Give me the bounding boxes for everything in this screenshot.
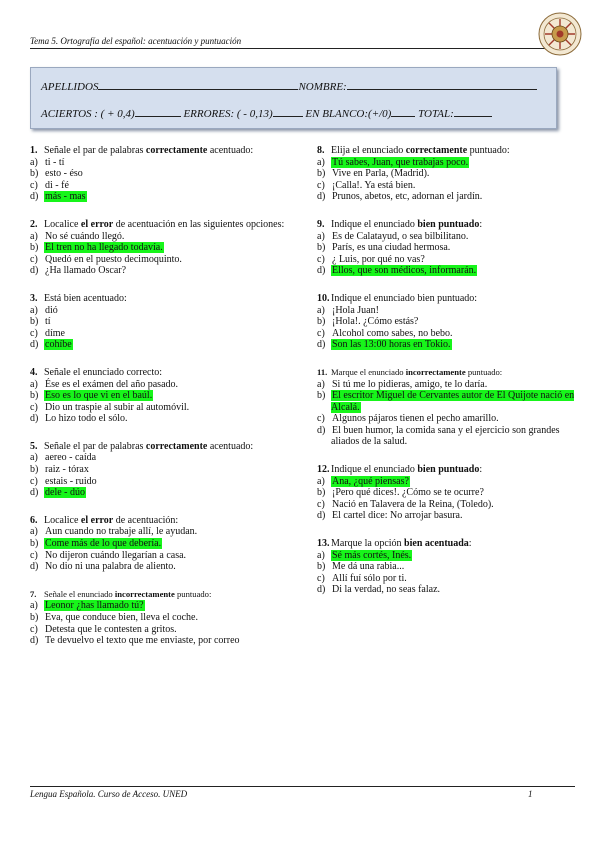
option-text: Ana, ¿qué piensas? bbox=[332, 475, 409, 487]
question-text: Indique el enunciado bien puntuado: bbox=[331, 464, 483, 476]
option-letter: b) bbox=[30, 242, 39, 254]
footer-rule bbox=[30, 786, 575, 787]
option-text: ¿Ha llamado Oscar? bbox=[45, 265, 127, 277]
question-6 bbox=[30, 515, 285, 573]
option-letter: a) bbox=[30, 304, 38, 316]
question-12 bbox=[317, 464, 575, 522]
question-11 bbox=[317, 367, 575, 448]
option-letter: c) bbox=[30, 623, 38, 635]
blanco-label: EN BLANCO:(+/0) bbox=[305, 108, 392, 120]
option-letter: b) bbox=[317, 242, 326, 254]
question-text: Señale el par de palabras correctamente acentuado: bbox=[44, 440, 254, 452]
option-letter: a) bbox=[317, 549, 325, 561]
question-5 bbox=[30, 441, 285, 499]
answer-option[interactable] bbox=[30, 452, 285, 464]
answer-option[interactable] bbox=[317, 413, 575, 425]
question-1 bbox=[30, 145, 285, 203]
page-header-title: Tema 5. Ortografía del español: acentuación y puntuación bbox=[30, 36, 242, 46]
option-text: Es de Calatayud, o sea bilbilitano. bbox=[332, 230, 469, 242]
answer-option[interactable] bbox=[30, 180, 285, 192]
page-number: 1 bbox=[528, 789, 533, 799]
option-text: di - fé bbox=[45, 179, 69, 191]
option-text: díme bbox=[45, 327, 65, 339]
question-number: 8. bbox=[317, 145, 325, 156]
nombre-label: NOMBRE: bbox=[298, 81, 347, 93]
answer-option[interactable] bbox=[30, 413, 285, 425]
question-number: 7. bbox=[30, 588, 37, 599]
answer-option[interactable] bbox=[30, 464, 285, 476]
question-10 bbox=[317, 293, 575, 351]
option-letter: c) bbox=[30, 253, 38, 265]
question-3 bbox=[30, 293, 285, 351]
answer-option[interactable] bbox=[30, 624, 285, 636]
question-text: Localice el error de acentuación en las siguientes opciones: bbox=[44, 218, 285, 230]
errores-label: ERRORES: ( - 0,13) bbox=[183, 108, 273, 120]
nombre-field[interactable] bbox=[347, 78, 537, 90]
option-text: Sé más cortés, Inés. bbox=[332, 549, 412, 561]
option-letter: a) bbox=[317, 230, 325, 242]
question-8 bbox=[317, 145, 575, 203]
question-number: 1. bbox=[30, 145, 38, 156]
option-letter: c) bbox=[30, 549, 38, 561]
option-letter: d) bbox=[30, 265, 39, 277]
apellidos-field[interactable] bbox=[98, 78, 298, 90]
option-text: Allí fuí sólo por ti. bbox=[332, 572, 407, 584]
option-letter: d) bbox=[317, 191, 326, 203]
answer-option[interactable] bbox=[30, 316, 285, 328]
option-text: Aun cuando no trabaje allí, le ayudan. bbox=[45, 526, 198, 538]
option-text: Son las 13:00 horas en Tokio. bbox=[332, 339, 451, 351]
blanco-field[interactable] bbox=[391, 105, 415, 117]
option-letter: a) bbox=[317, 156, 325, 168]
questions-left-column bbox=[30, 145, 285, 663]
question-number: 12. bbox=[317, 464, 330, 476]
option-letter: d) bbox=[30, 487, 39, 499]
question-number: 2. bbox=[30, 218, 38, 230]
answer-option[interactable] bbox=[30, 328, 285, 340]
option-letter: d) bbox=[317, 339, 326, 351]
option-text: Eva, que conduce bien, lleva el coche. bbox=[45, 612, 198, 623]
option-text: Ellos, que son médicos, informarán. bbox=[332, 265, 477, 277]
answer-option[interactable] bbox=[317, 316, 575, 328]
option-text: Dio un traspie al subir al automóvil. bbox=[45, 401, 190, 413]
question-number: 13. bbox=[317, 538, 330, 550]
total-label: TOTAL: bbox=[418, 108, 454, 120]
option-text: París, es una ciudad hermosa. bbox=[332, 242, 451, 254]
question-text: Indique el enunciado bien puntuado: bbox=[331, 218, 483, 230]
header-rule bbox=[30, 48, 555, 49]
answer-option[interactable] bbox=[317, 561, 575, 573]
option-letter: d) bbox=[30, 191, 39, 203]
option-letter: d) bbox=[317, 424, 326, 436]
option-letter: c) bbox=[30, 475, 38, 487]
question-number: 4. bbox=[30, 366, 38, 378]
option-text: Eso es lo que vi en el baúl. bbox=[45, 390, 153, 402]
question-number: 11. bbox=[317, 366, 328, 377]
answer-option[interactable] bbox=[30, 305, 285, 317]
answer-option-correct[interactable] bbox=[30, 487, 285, 499]
answer-option-correct[interactable] bbox=[317, 390, 575, 413]
option-letter: b) bbox=[317, 390, 326, 402]
option-letter: c) bbox=[317, 498, 325, 510]
answer-option[interactable] bbox=[317, 180, 575, 192]
question-4 bbox=[30, 367, 285, 425]
option-text: ti - tí bbox=[45, 156, 65, 168]
option-text: Di la verdad, no seas falaz. bbox=[332, 584, 441, 596]
answer-option[interactable] bbox=[30, 402, 285, 414]
answer-option[interactable] bbox=[317, 305, 575, 317]
option-text: Leonor ¿has llamado tú? bbox=[45, 600, 144, 612]
answer-option[interactable] bbox=[30, 635, 285, 647]
option-letter: b) bbox=[317, 561, 326, 573]
option-letter: b) bbox=[30, 612, 39, 623]
total-field[interactable] bbox=[454, 105, 492, 117]
option-letter: d) bbox=[317, 510, 326, 522]
option-letter: c) bbox=[317, 253, 325, 265]
answer-option-correct[interactable] bbox=[317, 339, 575, 351]
option-text: No dio ni una palabra de aliento. bbox=[45, 561, 176, 573]
answer-option[interactable] bbox=[317, 379, 575, 391]
answer-option[interactable] bbox=[317, 425, 575, 448]
option-text: Quedó en el puesto decimoquinto. bbox=[45, 253, 182, 265]
option-letter: d) bbox=[30, 339, 39, 351]
question-number: 6. bbox=[30, 514, 38, 526]
option-text: ¡Hola Juan! bbox=[332, 304, 379, 316]
answer-option[interactable] bbox=[317, 499, 575, 511]
option-letter: d) bbox=[30, 561, 39, 573]
question-text: Señale el enunciado incorrectamente puntuado: bbox=[44, 588, 212, 599]
questions-right-column bbox=[317, 145, 575, 612]
answer-option[interactable] bbox=[30, 254, 285, 266]
option-letter: d) bbox=[30, 635, 39, 647]
aciertos-label: ACIERTOS : ( + 0,4) bbox=[41, 108, 135, 120]
errores-field[interactable] bbox=[273, 105, 303, 117]
option-text: cohíbe bbox=[45, 339, 72, 351]
option-text: Si tú me lo pidieras, amigo, te lo daría. bbox=[332, 378, 488, 390]
option-text: tí bbox=[45, 316, 51, 328]
answer-option-correct[interactable] bbox=[30, 339, 285, 351]
option-letter: a) bbox=[30, 452, 38, 464]
answer-option[interactable] bbox=[30, 168, 285, 180]
question-text: Indique el enunciado bien puntuado: bbox=[331, 292, 478, 304]
answer-option[interactable] bbox=[30, 231, 285, 243]
option-text: Vive en Parla, (Madrid). bbox=[332, 168, 430, 180]
question-number: 5. bbox=[30, 440, 38, 452]
option-text: raiz - tórax bbox=[45, 464, 89, 476]
option-text: Come más de lo que debería. bbox=[45, 538, 162, 550]
question-2 bbox=[30, 219, 285, 277]
option-letter: b) bbox=[30, 168, 39, 180]
option-letter: a) bbox=[30, 230, 38, 242]
option-text: Nació en Talavera de la Reina, (Toledo). bbox=[332, 498, 494, 510]
apellidos-label: APELLIDOS bbox=[41, 81, 99, 93]
option-text: Me dá una rabia... bbox=[332, 561, 405, 573]
option-text: ¡Calla!. Ya está bien. bbox=[332, 179, 416, 191]
option-text: Alcohol como sabes, no bebo. bbox=[332, 327, 453, 339]
option-text: El escritor Miguel de Cervantes autor de El Quijote nació en Alcalá. bbox=[331, 390, 575, 413]
option-letter: b) bbox=[30, 316, 39, 328]
option-letter: b) bbox=[317, 316, 326, 328]
answer-option[interactable] bbox=[30, 550, 285, 562]
footer-course-text: Lengua Española. Curso de Acceso. UNED bbox=[30, 789, 188, 799]
option-text: Ése es el exámen del año pasado. bbox=[45, 378, 179, 390]
option-text: Tú sabes, Juan, que trabajas poco. bbox=[332, 156, 469, 168]
aciertos-field[interactable] bbox=[135, 105, 181, 117]
answer-option-correct[interactable] bbox=[30, 191, 285, 203]
option-letter: c) bbox=[30, 401, 38, 413]
option-text: El tren no ha llegado todavía. bbox=[45, 242, 163, 254]
option-letter: b) bbox=[30, 390, 39, 402]
option-text: Te devuelvo el texto que me enviaste, por correo bbox=[45, 635, 240, 647]
option-letter: a) bbox=[30, 600, 38, 612]
option-letter: b) bbox=[30, 538, 39, 550]
option-letter: a) bbox=[317, 378, 325, 390]
answer-option[interactable] bbox=[317, 254, 575, 266]
answer-option-correct[interactable] bbox=[317, 476, 575, 488]
option-text: esto - éso bbox=[45, 168, 83, 180]
answer-option[interactable] bbox=[30, 157, 285, 169]
option-text: estais - ruido bbox=[45, 475, 97, 487]
option-letter: c) bbox=[317, 179, 325, 191]
question-number: 9. bbox=[317, 218, 325, 230]
answer-option-correct[interactable] bbox=[30, 242, 285, 254]
question-text: Marque la opción bien acentuada: bbox=[331, 538, 472, 550]
answer-option-correct[interactable] bbox=[30, 600, 285, 612]
option-text: Algunos pájaros tienen el pecho amarillo. bbox=[332, 413, 499, 425]
question-text: Está bien acentuado: bbox=[44, 292, 127, 304]
answer-option[interactable] bbox=[317, 231, 575, 243]
option-text: El buen humor, la comida sana y el ejercicio son grandes aliados de la salud. bbox=[331, 424, 560, 448]
answer-option-correct[interactable] bbox=[317, 157, 575, 169]
option-letter: b) bbox=[30, 464, 39, 476]
option-text: Lo hizo todo el sólo. bbox=[45, 413, 128, 425]
question-number: 3. bbox=[30, 292, 38, 304]
option-text: dele - dúo bbox=[45, 487, 85, 499]
answer-option[interactable] bbox=[30, 561, 285, 573]
question-13 bbox=[317, 538, 575, 596]
answer-option[interactable] bbox=[317, 328, 575, 340]
option-text: No dijeron cuándo llegarían a casa. bbox=[45, 549, 187, 561]
answer-option[interactable] bbox=[317, 510, 575, 522]
question-9 bbox=[317, 219, 575, 277]
option-text: El cartel dice: No arrojar basura. bbox=[332, 510, 463, 522]
question-text: Señale el enunciado correcto: bbox=[44, 366, 162, 378]
question-text: Señale el par de palabras correctamente acentuado: bbox=[44, 145, 254, 156]
option-text: ¡Hola!. ¿Cómo estás? bbox=[332, 316, 419, 328]
option-letter: a) bbox=[30, 156, 38, 168]
question-7 bbox=[30, 589, 285, 647]
option-letter: a) bbox=[317, 304, 325, 316]
student-info-box bbox=[30, 67, 557, 129]
answer-option[interactable] bbox=[30, 476, 285, 488]
option-text: No sé cuándo llegó. bbox=[45, 230, 125, 242]
option-letter: d) bbox=[30, 413, 39, 425]
option-letter: c) bbox=[317, 572, 325, 584]
question-number: 10. bbox=[317, 292, 330, 304]
option-letter: d) bbox=[317, 265, 326, 277]
option-text: ¡Pero qué dices!. ¿Cómo se te ocurre? bbox=[332, 487, 484, 499]
answer-option[interactable] bbox=[30, 265, 285, 277]
option-letter: b) bbox=[317, 168, 326, 180]
answer-option[interactable] bbox=[317, 191, 575, 203]
option-letter: c) bbox=[30, 179, 38, 191]
answer-option[interactable] bbox=[30, 526, 285, 538]
option-letter: b) bbox=[317, 487, 326, 499]
option-letter: a) bbox=[30, 526, 38, 538]
answer-option[interactable] bbox=[317, 584, 575, 596]
option-letter: c) bbox=[317, 413, 325, 425]
option-letter: c) bbox=[317, 327, 325, 339]
answer-option[interactable] bbox=[30, 612, 285, 624]
option-text: más - mas bbox=[45, 191, 86, 203]
answer-option-correct[interactable] bbox=[30, 538, 285, 550]
answer-option-correct[interactable] bbox=[317, 550, 575, 562]
question-text: Elija el enunciado correctamente puntuado: bbox=[331, 145, 510, 156]
answer-option[interactable] bbox=[317, 168, 575, 180]
option-letter: c) bbox=[30, 327, 38, 339]
option-text: aereo - caída bbox=[45, 452, 97, 464]
answer-option[interactable] bbox=[317, 573, 575, 585]
option-text: Detesta que le contesten a gritos. bbox=[45, 623, 177, 635]
university-seal-icon bbox=[538, 12, 582, 56]
option-letter: a) bbox=[317, 475, 325, 487]
option-letter: d) bbox=[317, 584, 326, 596]
answer-option[interactable] bbox=[317, 242, 575, 254]
question-text: Localice el error de acentuación: bbox=[44, 514, 179, 526]
option-letter: a) bbox=[30, 378, 38, 390]
answer-option-correct[interactable] bbox=[30, 390, 285, 402]
option-text: Prunos, abetos, etc, adornan el jardín. bbox=[332, 191, 483, 203]
option-text: dió bbox=[45, 304, 58, 316]
question-text: Marque el enunciado incorrectamente puntuado: bbox=[331, 366, 503, 377]
answer-option-correct[interactable] bbox=[317, 265, 575, 277]
answer-option[interactable] bbox=[30, 379, 285, 391]
option-text: ¿ Luis, por qué no vas? bbox=[332, 253, 425, 265]
answer-option[interactable] bbox=[317, 487, 575, 499]
